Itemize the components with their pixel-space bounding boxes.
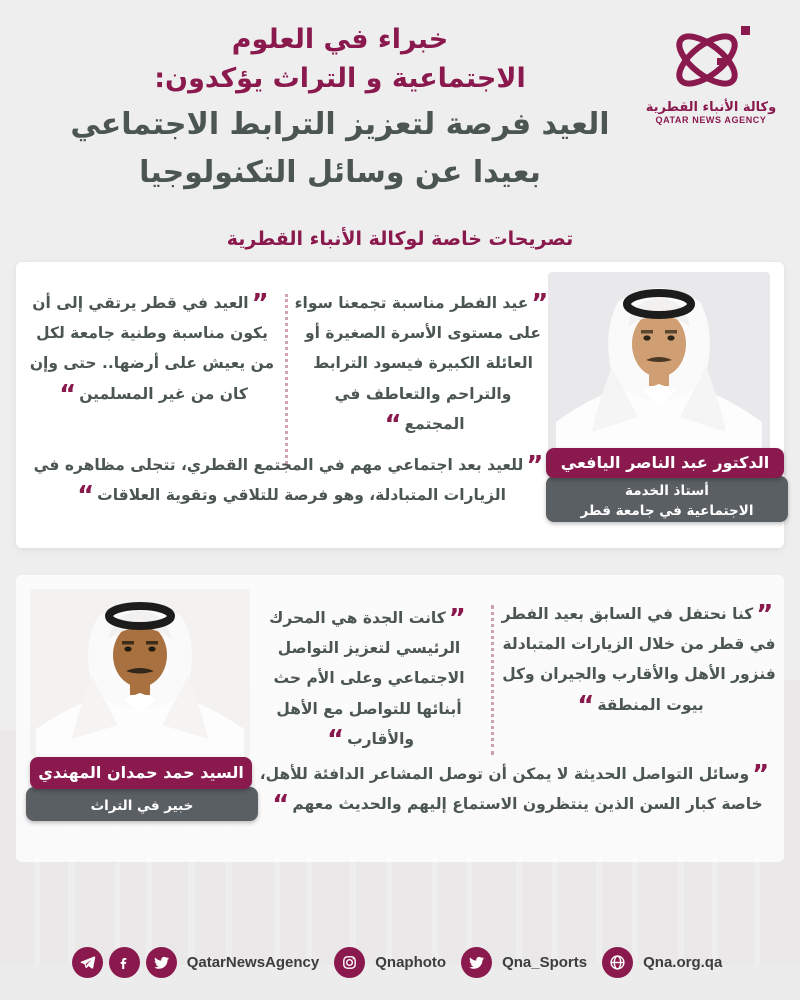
quote-text: عيد الفطر مناسبة تجمعنا سواء على مستوى الأسرة الصغيرة أو العائلة الكبيرة فيسود الترابط والتراحم والتعاطف في المجتمع — [294, 294, 541, 433]
instagram-icon[interactable] — [334, 947, 365, 978]
expert-role-badge — [26, 787, 258, 821]
photo-dr-yafei — [548, 272, 770, 452]
quote-close-mark: “ — [384, 409, 402, 440]
qna-logo-text-arabic: وكالة الأنباء القطرية — [645, 100, 777, 115]
social-label-website[interactable]: Qna.org.qa — [643, 954, 723, 971]
quote-open-mark: ” — [526, 451, 544, 481]
quote-block — [28, 288, 276, 409]
social-group-main[interactable] — [72, 947, 326, 978]
dotted-divider — [491, 605, 494, 755]
quote-close-mark: “ — [272, 790, 290, 821]
social-footer — [0, 947, 800, 978]
facebook-icon[interactable] — [109, 947, 140, 978]
expert-role-line-1: أستاذ الخدمة — [625, 483, 709, 500]
expert-name-badge — [30, 757, 252, 789]
quote-close-mark: “ — [77, 481, 95, 512]
kicker-line-1: خبراء في العلوم — [231, 24, 449, 55]
qna-logo-icon — [657, 22, 765, 94]
kicker-line-2: الاجتماعية و التراث يؤكدون: — [154, 63, 526, 95]
quote-open-mark: ” — [756, 600, 774, 630]
quote-block — [256, 603, 482, 754]
globe-icon[interactable] — [602, 947, 633, 978]
qna-logo-text-english: QATAR NEWS AGENCY — [655, 115, 767, 125]
header — [30, 20, 650, 194]
qna-logo — [636, 22, 786, 125]
social-group-sports[interactable] — [461, 947, 593, 978]
social-group-instagram[interactable] — [334, 947, 452, 978]
quote-text: للعيد بعد اجتماعي مهم في المجتمع القطري، تتجلى مظاهره في الزيارات المتبادلة، وهو فرصة للتلاقي وتقوية العلاقات — [33, 456, 524, 505]
quote-close-mark: “ — [577, 690, 595, 721]
quote-close-mark: “ — [326, 724, 345, 755]
social-label-instagram[interactable]: Qnaphoto — [375, 954, 447, 971]
quote-text: العيد في قطر يرتقي إلى أن يكون مناسبة وطنية جامعة لكل من يعيش على أرضها.. حتى وإن كان من غير المسلمين — [29, 294, 275, 403]
quote-block — [28, 450, 552, 510]
telegram-icon[interactable] — [72, 947, 103, 978]
headline-line-1: العيد فرصة لتعزيز الترابط الاجتماعي — [70, 107, 610, 143]
expert-name: الدكتور عبد الناصر اليافعي — [560, 453, 770, 472]
expert-card-yafei — [16, 262, 784, 548]
photo-mr-mohannadi — [30, 589, 250, 757]
quote-open-mark: ” — [251, 289, 269, 319]
social-label-main[interactable]: QatarNewsAgency — [186, 954, 320, 971]
quote-open-mark: ” — [752, 760, 770, 790]
quote-open-mark: ” — [531, 289, 549, 319]
social-label-sports[interactable]: Qna_Sports — [502, 954, 588, 971]
headline-line-2: بعيدا عن وسائل التكنولوجيا — [139, 155, 541, 191]
social-group-website[interactable] — [602, 947, 728, 978]
expert-role-line-2: الاجتماعية في جامعة قطر — [580, 503, 754, 519]
quote-text: كنا نحتفل في السابق بعيد الفطر في قطر من خلال الزيارات المتبادلة فنزور الأهل والأقارب والجيران وكل بيوت المنطقة — [501, 605, 776, 714]
quote-text: وسائل التواصل الحديثة لا يمكن أن توصل المشاعر الدافئة للأهل، خاصة كبار السن الذين ينتظرون الاستماع إليهم والحديث معهم — [259, 765, 763, 814]
expert-role-badge — [546, 476, 788, 522]
expert-role-line-1: خبير في التراث — [90, 797, 194, 814]
quote-block — [292, 288, 554, 439]
quote-block — [256, 759, 776, 819]
quote-text: كانت الجدة هي المحرك الرئيسي لتعزيز التواصل الاجتماعي وعلى الأم حث أبنائها للتواصل مع الأهل والأقارب — [269, 609, 465, 748]
twitter-icon[interactable] — [461, 947, 492, 978]
quote-block — [500, 599, 778, 720]
quote-close-mark: “ — [59, 379, 77, 410]
subtitle: تصريحات خاصة لوكالة الأنباء القطرية — [226, 228, 574, 250]
dotted-divider — [285, 294, 288, 464]
twitter-icon[interactable] — [146, 947, 177, 978]
expert-name-badge — [546, 448, 784, 478]
quote-open-mark: ” — [448, 604, 466, 634]
expert-card-mohannadi — [16, 575, 784, 862]
expert-name: السيد حمد حمدان المهندي — [38, 763, 244, 782]
